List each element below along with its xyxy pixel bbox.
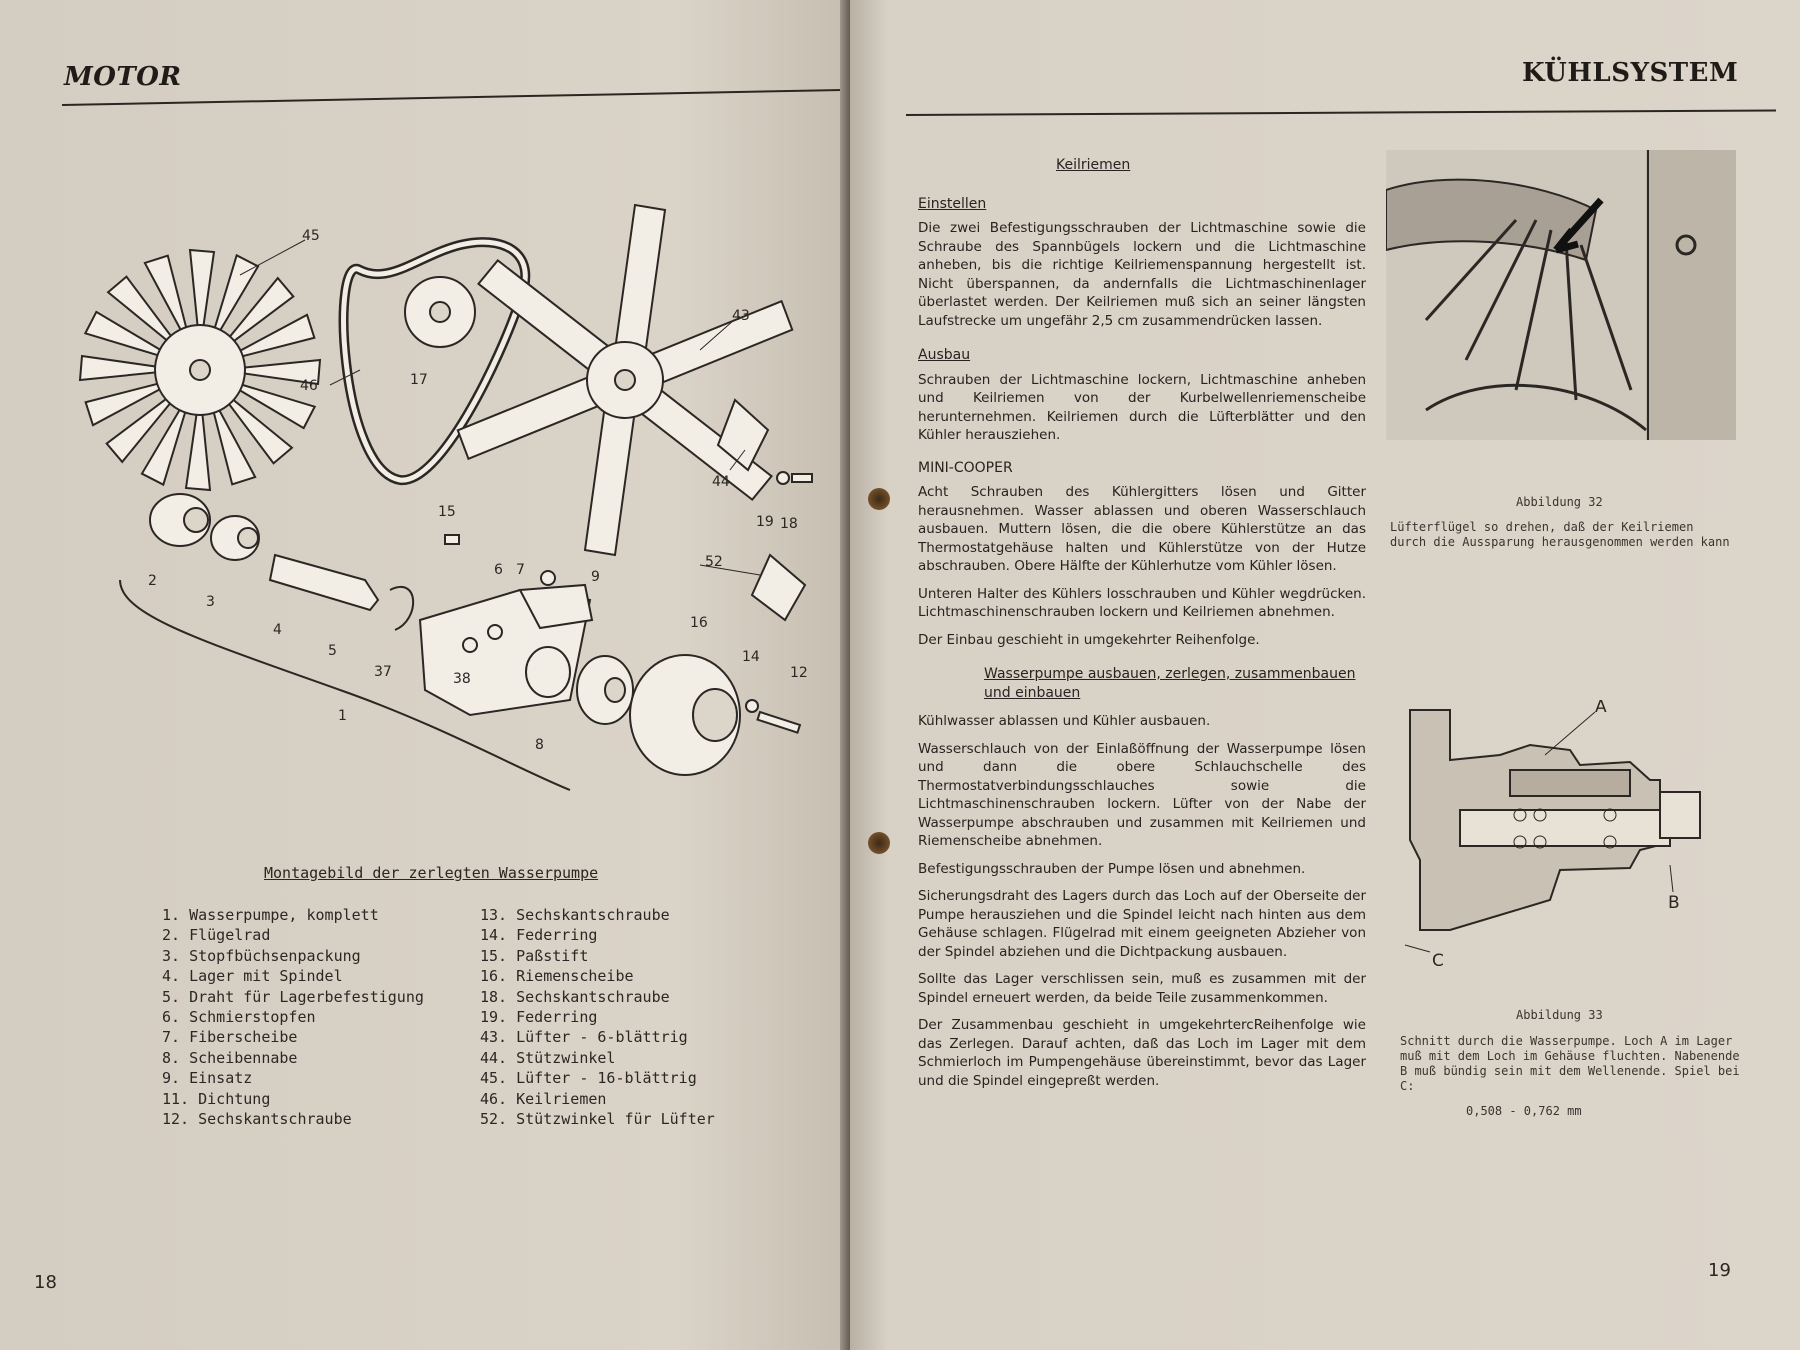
binder-hole-bottom [868,832,890,854]
binder-hole-top [868,488,890,510]
diagram-label: 16 [690,615,708,631]
figure-32-caption: Lüfterflügel so drehen, daß der Keilriemen durch die Aussparung herausgenommen werden kann [1390,520,1730,549]
diagram-label: 1 [338,708,347,724]
bracket-52-illustration [752,555,805,620]
legend-item: 16. Riemenscheibe [480,967,634,986]
legend-item: 14. Federring [480,926,598,945]
figure-33-label-b: B [1668,893,1680,913]
left-page-header: MOTOR [64,62,182,92]
paragraph-mini-2: Unteren Halter des Kühlers losschrauben und Kühler wegdrücken. Lichtmaschinenschrauben lockern und Keilriemen abnehmen. [918,585,1366,620]
paragraph-mini-1: Acht Schrauben des Kühlergitters lösen und Gitter herausnehmen. Wasser ablassen und oberen Wasserschlauch ausbauen. Muttern lösen, die die obere Kühlerstütze an das Thermostatgehäuse halten und Kühlerstütze von der Hutze abschrauben. Obere Hälfte der Kühlerhutze vom Kühler lösen. [918,484,1366,574]
legend-item: 52. Stützwinkel für Lüfter [480,1110,715,1129]
diagram-label: 5 [328,643,337,659]
figure-33-label-a: A [1595,700,1607,717]
diagram-label: 6 [494,562,503,578]
legend-item: 18. Sechskantschraube [480,987,670,1006]
diagram-label: 3 [206,594,215,610]
legend-item: 7. Fiberscheibe [162,1028,298,1047]
diagram-label: 38 [453,671,471,687]
legend-item: 2. Flügelrad [162,926,271,945]
water-pump-exploded-diagram [0,0,848,820]
paragraph-ausbau: Schrauben der Lichtmaschine lockern, Lichtmaschine anheben und Keilriemen von der Kurbelwellenriemenscheibe herunternehmen. Keilriemen durch die Lüfterblätter und den Kühler herausziehen. [918,371,1366,443]
figure-33-label-c: C [1432,951,1444,970]
section-heading-wasserpumpe: Wasserpumpe ausbauen, zerlegen, zusammenbauen und einbauen [984,666,1356,701]
bearing-spindle-illustration [270,555,378,610]
left-page-number: 18 [34,1272,57,1293]
diagram-label: 7 [516,562,525,578]
paragraph-wp-6: Der Zusammenbau geschieht in umgekehrtercReihenfolge wie das Zerlegen. Darauf achten, daß das Loch im Lager mit dem Schmierloch im Pumpengehäuse übereinstimmt, bevor das Lager und die Spindel eingepreßt werden. [918,1017,1366,1089]
legend-item: 15. Paßstift [480,946,589,965]
legend-item: 4. Lager mit Spindel [162,967,343,986]
paragraph-wp-3: Befestigungsschrauben der Pumpe lösen und abnehmen. [918,860,1306,877]
diagram-label: 46 [300,378,318,394]
right-header-rule [906,109,1776,116]
diagram-label: 17 [410,372,428,388]
diagram-label: 37 [374,664,392,680]
legend-item: 9. Einsatz [162,1069,253,1088]
diagram-label: 43 [732,308,750,324]
figure-32-photo [1386,150,1736,440]
legend-item: 46. Keilriemen [480,1089,607,1108]
parts-legend-right [480,905,715,1129]
paragraph-einstellen: Die zwei Befestigungsschrauben der Lichtmaschine sowie die Schraube des Spannbügels lockern und die Lichtmaschine anheben, bis die richtige Keilriemenspannung hergestellt ist. Nicht überspannen, da andernfalls die Lichtmaschinenlager überlastet werden. Der Keilriemen muß sich an seiner längsten Laufstrecke um ungefähr 2,5 cm zusammendrücken lassen. [918,220,1366,329]
right-page-header: KÜHLSYSTEM [1522,58,1739,88]
paragraph-wp-1: Kühlwasser ablassen und Kühler ausbauen. [918,713,1211,729]
left-page [0,0,848,1350]
legend-item: 6. Schmierstopfen [162,1008,316,1027]
right-page [850,0,1800,1350]
diagram-label: 45 [302,228,320,244]
figure-32-title: Abbildung 32 [1516,495,1603,509]
diagram-label: 52 [705,554,723,570]
legend-item: 5. Draht für Lagerbefestigung [162,987,424,1006]
diagram-label: 15 [438,504,456,520]
legend-item: 8. Scheibennabe [162,1048,298,1067]
diagram-label: 19 [756,514,774,530]
legend-item: 3. Stopfbüchsenpackung [162,946,361,965]
fan-16-blade-illustration [80,250,320,490]
legend-item: 11. Dichtung [162,1089,271,1108]
figure-33-title: Abbildung 33 [1516,1008,1603,1022]
diagram-label: 8 [535,737,544,753]
legend-item: 1. Wasserpumpe, komplett [162,906,379,924]
right-text-column [918,156,1366,1090]
subheading-mini-cooper: MINI-COOPER [918,459,1013,476]
diagram-label: 14 [742,649,760,665]
parts-legend-left [162,905,424,1129]
subheading-einstellen: Einstellen [918,195,987,212]
paragraph-mini-3: Der Einbau geschieht in umgekehrter Reihenfolge. [918,631,1260,648]
figure-title: Montagebild der zerlegten Wasserpumpe [264,864,599,882]
paragraph-wp-2: Wasserschlauch von der Einlaßöffnung der Wasserpumpe lösen und dann die obere Schlauchschelle des Thermostatverbindungsschlauches sowie die Lichtmaschinenschrauben lockern. Lüfter von der Nabe der Wasserpumpe abschrauben und zusammen mit Keilriemen und Riemenscheibe abnehmen. [918,740,1366,849]
fan-6-blade-illustration [453,205,796,555]
paragraph-wp-4: Sicherungsdraht des Lagers durch das Loch auf der Oberseite der Pumpe herausziehen und die Spindel leicht nach hinten aus dem Gehäuse schlagen. Flügelrad mit einem geeigneten Abzieher von der Spindel abziehen und die Dichtpackung ausbauen. [918,888,1366,960]
legend-item: 44. Stützwinkel [480,1048,616,1067]
diagram-label: 9 [591,569,600,585]
legend-item: 45. Lüfter - 16-blättrig [480,1069,697,1088]
figure-33-cross-section [1390,700,1720,970]
diagram-label: 4 [273,622,282,638]
legend-item: 19. Federring [480,1008,598,1027]
diagram-label: 12 [790,665,808,681]
subheading-ausbau: Ausbau [918,347,971,363]
diagram-label: 18 [780,516,798,532]
figure-33-value: 0,508 - 0,762 mm [1466,1104,1582,1118]
legend-item: 43. Lüfter - 6-blättrig [480,1028,688,1047]
diagram-label: 44 [712,474,730,490]
legend-item: 12. Sechskantschraube [162,1110,352,1129]
legend-item: 13. Sechskantschraube [480,906,670,924]
right-page-number: 19 [1708,1260,1731,1281]
figure-33-caption: Schnitt durch die Wasserpumpe. Loch A im Lager muß mit dem Loch im Gehäuse fluchten. Nabenende B muß bündig sein mit dem Wellenende. Spiel bei C: [1400,1034,1740,1093]
diagram-label: 2 [148,573,157,589]
paragraph-wp-5: Sollte das Lager verschlissen sein, muß es zusammen mit der Spindel erneuert werden, da beide Teile zusammenkommen. [918,971,1366,1006]
section-heading-keilriemen: Keilriemen [1056,157,1131,173]
